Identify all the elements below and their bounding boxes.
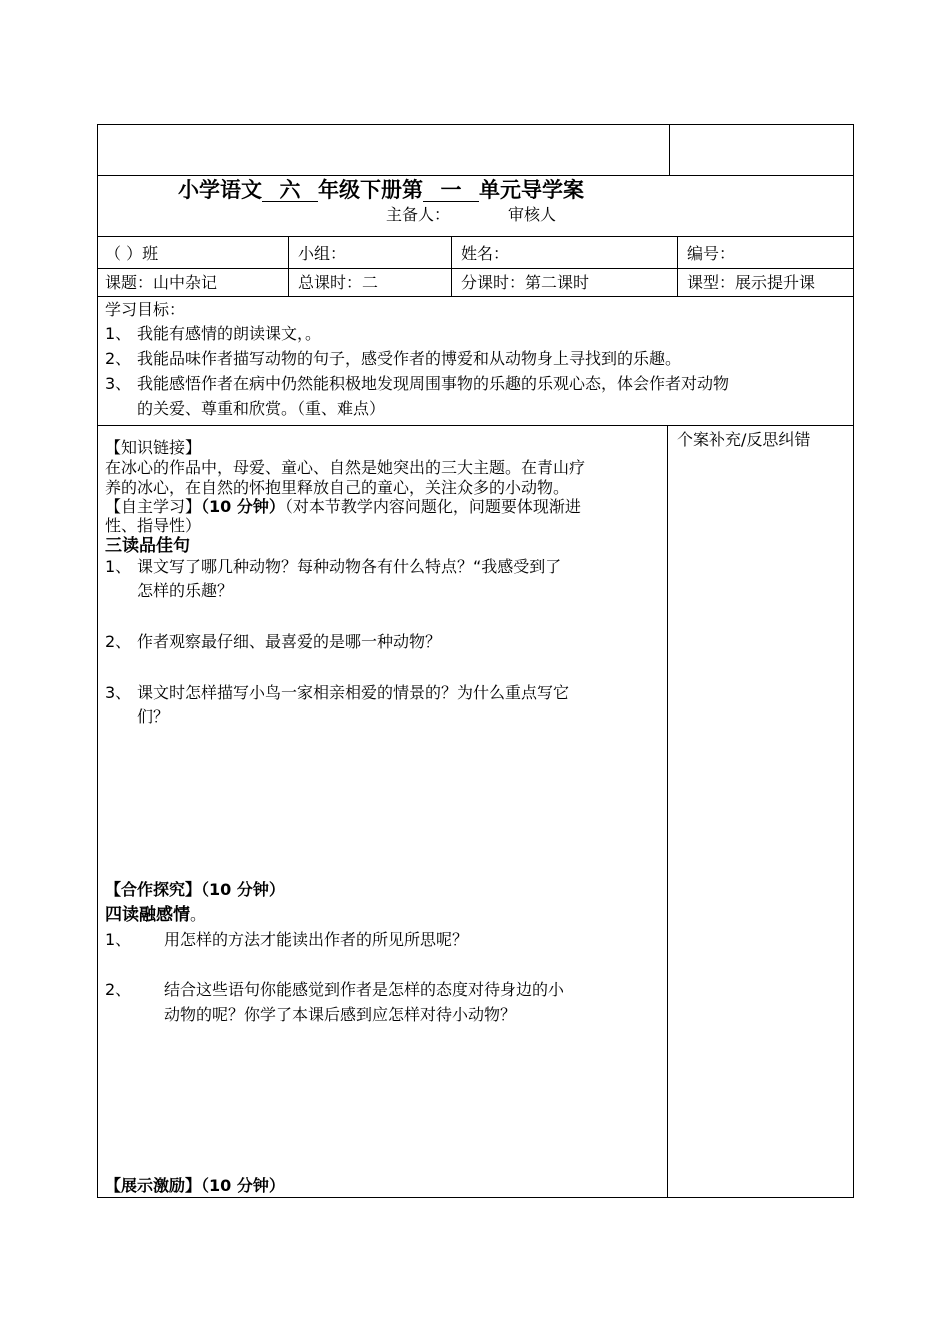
self-study-time: （10 分钟） <box>201 497 285 516</box>
preparer-label: 主备人： <box>386 205 451 224</box>
cooperation-subheading-text: 四读融感情 <box>105 905 190 925</box>
column-divider <box>451 236 452 297</box>
showcase-label: 【展示激励】 <box>105 1176 202 1195</box>
objective-text: 我能有感情的朗读课文，。 <box>137 324 322 343</box>
objectives-heading: 学习目标： <box>105 300 186 319</box>
page-title: 小学语文 六 年级下册第 一 单元导学案 <box>178 178 584 202</box>
class-field: （ ）班 <box>105 244 159 263</box>
cooperation-label: 【合作探究】 <box>105 880 202 899</box>
row-divider <box>97 236 854 237</box>
column-divider <box>288 236 289 297</box>
number-field: 编号： <box>687 244 736 263</box>
column-divider <box>667 425 668 1198</box>
self-study-note-continued: 性、指导性） <box>105 516 202 535</box>
question-number: 1、 <box>105 557 132 576</box>
showcase-time: （10 分钟） <box>201 1176 285 1195</box>
question-text: 结合这些语句你能感觉到作者是怎样的态度对待身边的小 <box>164 980 565 999</box>
objective-number: 1、 <box>105 324 132 343</box>
table-border-top <box>97 124 854 125</box>
cooperation-subheading <box>105 905 206 925</box>
side-column-heading: 个案补充/反思纠错 <box>677 430 811 449</box>
row-divider <box>97 175 854 176</box>
reviewer-label: 审核人 <box>508 205 557 224</box>
objective-number: 3、 <box>105 374 132 393</box>
column-divider <box>669 124 670 176</box>
row-divider <box>97 296 854 297</box>
question-text: 作者观察最仔细、最喜爱的是哪一种动物？ <box>137 632 442 651</box>
self-study-heading <box>105 497 581 517</box>
total-hours-field: 总课时：二 <box>298 273 379 292</box>
self-study-note: （对本节教学内容问题化，问题要体现渐进 <box>284 497 581 516</box>
question-text-continued: 怎样的乐趣？ <box>137 581 234 600</box>
cooperation-subheading-tail: 。 <box>190 905 207 924</box>
knowledge-text: 在冰心的作品中，母爱、童心、自然是她突出的三大主题。在青山疗 <box>105 458 586 477</box>
cooperation-heading <box>105 880 285 900</box>
lesson-type-field: 课型：展示提升课 <box>687 273 816 292</box>
self-study-label: 【自主学习】 <box>105 497 202 516</box>
question-text-continued: 们？ <box>137 707 170 726</box>
objective-number: 2、 <box>105 349 132 368</box>
question-number: 2、 <box>105 632 132 651</box>
table-border-right <box>853 124 854 1198</box>
table-border-left <box>97 124 98 1198</box>
sub-hours-field: 分课时：第二课时 <box>461 273 590 292</box>
question-number: 1、 <box>105 930 132 949</box>
topic-field: 课题：山中杂记 <box>105 273 218 292</box>
self-study-subheading: 三读品佳句 <box>105 536 190 556</box>
knowledge-heading: 【知识链接】 <box>105 438 202 457</box>
knowledge-text: 养的冰心，在自然的怀抱里释放自己的童心，关注众多的小动物。 <box>105 478 570 497</box>
question-number: 3、 <box>105 683 132 702</box>
row-divider <box>97 268 854 269</box>
column-divider <box>677 236 678 297</box>
objective-text: 我能感悟作者在病中仍然能积极地发现周围事物的乐趣的乐观心态，体会作者对动物 <box>137 374 730 393</box>
question-text: 用怎样的方法才能读出作者的所见所思呢？ <box>164 930 469 949</box>
objective-text: 我能品味作者描写动物的句子，感受作者的博爱和从动物身上寻找到的乐趣。 <box>137 349 682 368</box>
question-text-continued: 动物的呢？你学了本课后感到应怎样对待小动物？ <box>164 1005 517 1024</box>
table-border-bottom <box>97 1197 854 1198</box>
unit-field: 一 <box>423 179 479 202</box>
cooperation-time: （10 分钟） <box>201 880 285 899</box>
group-field: 小组： <box>298 244 347 263</box>
question-text: 课文时怎样描写小鸟一家相亲相爱的情景的？为什么重点写它 <box>137 683 570 702</box>
question-text: 课文写了哪几种动物？每种动物各有什么特点？“我感受到了 <box>137 557 562 576</box>
question-number: 2、 <box>105 980 132 999</box>
row-divider <box>97 425 854 426</box>
objective-text-continued: 的关爱、尊重和欣赏。（重、难点） <box>137 399 386 418</box>
showcase-heading <box>105 1176 285 1196</box>
name-field: 姓名： <box>461 244 510 263</box>
grade-field: 六 <box>262 179 318 202</box>
